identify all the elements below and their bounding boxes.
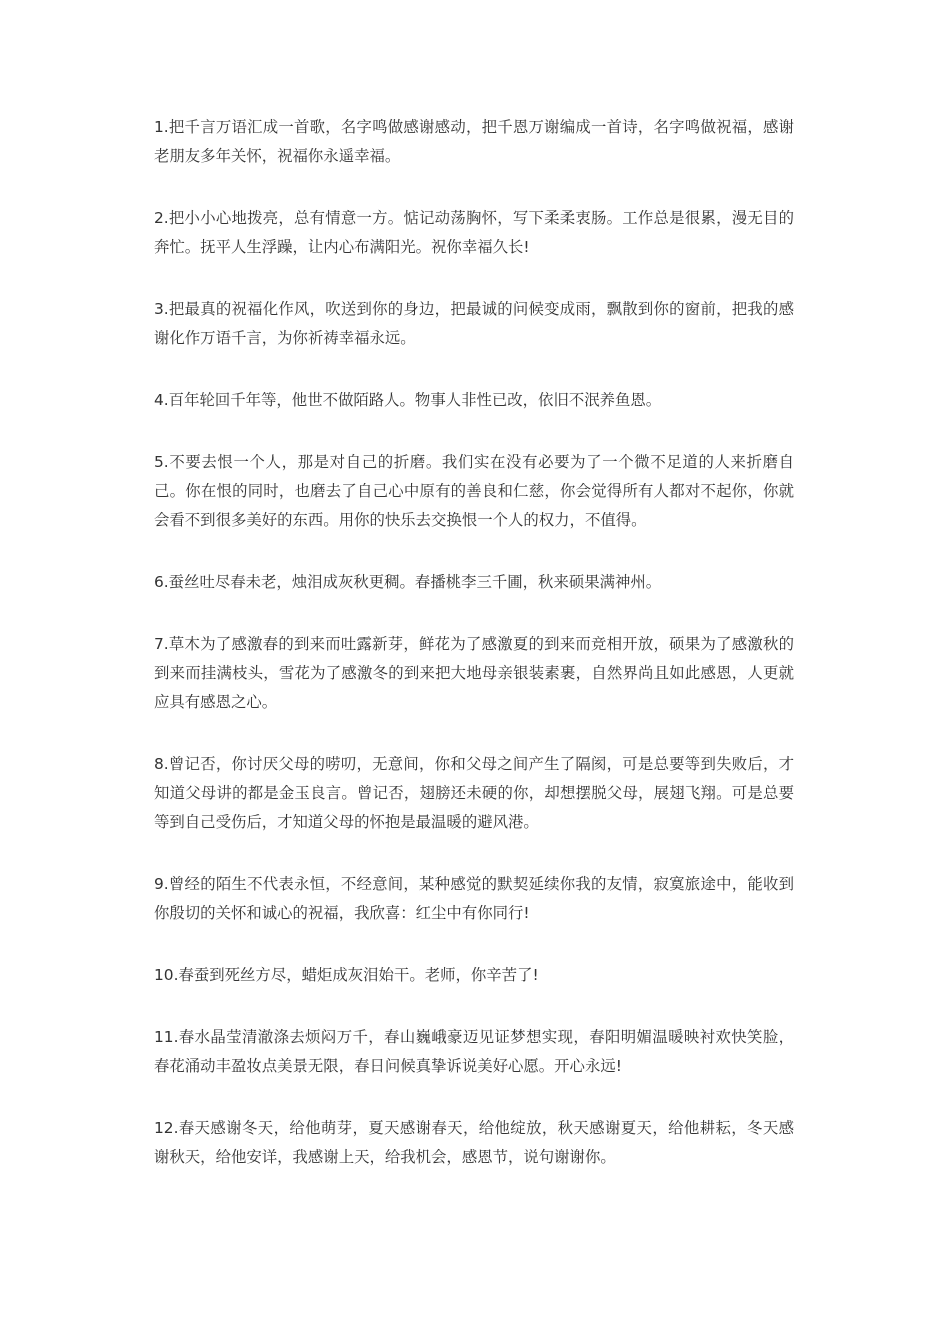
paragraph-9: 9.曾经的陌生不代表永恒，不经意间，某种感觉的默契延续你我的友情，寂寞旅途中，能收到你殷切的关怀和诚心的祝福，我欣喜：红尘中有你同行! <box>154 875 794 922</box>
document-body <box>154 113 794 1205</box>
paragraph-12: 12.春天感谢冬天，给他萌芽，夏天感谢春天，给他绽放，秋天感谢夏天，给他耕耘，冬天感谢秋天，给他安详，我感谢上天，给我机会，感恩节，说句谢谢你。 <box>154 1119 794 1166</box>
paragraph-2: 2.把小小心地拨亮，总有情意一方。惦记动荡胸怀，写下柔柔衷肠。工作总是很累，漫无目的奔忙。抚平人生浮躁，让内心布满阳光。祝你幸福久长! <box>154 209 794 256</box>
paragraph-8: 8.曾记否，你讨厌父母的唠叨，无意间，你和父母之间产生了隔阂，可是总要等到失败后，才知道父母讲的都是金玉良言。曾记否，翅膀还未硬的你，却想摆脱父母，展翅飞翔。可是总要等到自己受伤后，才知道父母的怀抱是最温暖的避风港。 <box>154 755 794 831</box>
paragraph-5: 5.不要去恨一个人，那是对自己的折磨。我们实在没有必要为了一个微不足道的人来折磨自己。你在恨的同时，也磨去了自己心中原有的善良和仁慈，你会觉得所有人都对不起你，你就会看不到很多美好的东西。用你的快乐去交换恨一个人的权力，不值得。 <box>154 453 794 529</box>
paragraph-1: 1.把千言万语汇成一首歌，名字鸣做感谢感动，把千恩万谢编成一首诗，名字鸣做祝福，感谢老朋友多年关怀，祝福你永遥幸福。 <box>154 118 794 165</box>
paragraph-3: 3.把最真的祝福化作风，吹送到你的身边，把最诚的问候变成雨，飘散到你的窗前，把我的感谢化作万语千言，为你祈祷幸福永远。 <box>154 300 794 347</box>
paragraph-6: 6.蚕丝吐尽春未老，烛泪成灰秋更稠。春播桃李三千圃，秋来硕果满神州。 <box>154 573 662 591</box>
paragraph-7: 7.草木为了感激春的到来而吐露新芽，鲜花为了感激夏的到来而竞相开放，硕果为了感激秋的到来而挂满枝头，雪花为了感激冬的到来把大地母亲银装素裹，自然界尚且如此感恩，人更就应具有感恩之心。 <box>154 635 794 711</box>
paragraph-10: 10.春蚕到死丝方尽，蜡炬成灰泪始干。老师，你辛苦了! <box>154 966 539 984</box>
paragraph-4: 4.百年轮回千年等，他世不做陌路人。物事人非性已改，依旧不泯养鱼恩。 <box>154 391 662 409</box>
paragraph-11: 11.春水晶莹清澈涤去烦闷万千，春山巍峨豪迈见证梦想实现，春阳明媚温暖映衬欢快笑脸，春花涌动丰盈妆点美景无限，春日问候真挚诉说美好心愿。开心永远! <box>154 1028 794 1075</box>
